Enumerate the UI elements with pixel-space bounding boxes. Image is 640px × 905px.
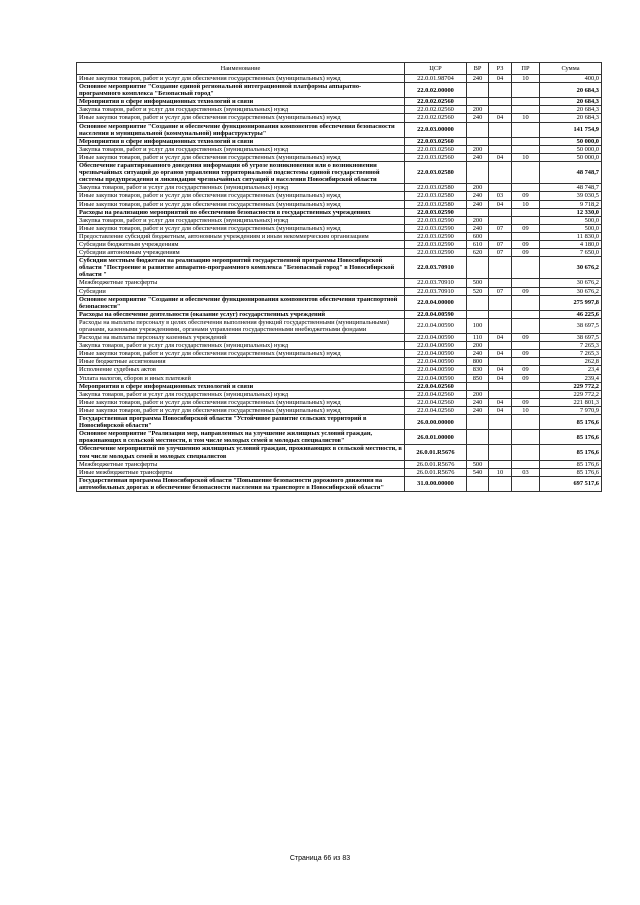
row-rz: 04 — [489, 153, 512, 161]
row-vr: 100 — [467, 318, 489, 333]
row-pr — [512, 184, 540, 192]
row-sum: 38 697,5 — [540, 334, 602, 342]
row-csr: 26.0.01.R5676 — [405, 460, 467, 468]
row-csr: 26.0.01.00000 — [405, 430, 467, 445]
row-sum: 400,0 — [540, 75, 602, 83]
row-sum: 12 330,0 — [540, 208, 602, 216]
row-csr: 22.0.04.00590 — [405, 310, 467, 318]
row-csr: 22.0.04.00590 — [405, 358, 467, 366]
table-row — [77, 460, 602, 468]
row-sum: 23,4 — [540, 366, 602, 374]
row-sum: 7 265,3 — [540, 350, 602, 358]
table-row — [77, 382, 602, 390]
row-csr: 22.0.03.02560 — [405, 153, 467, 161]
table-row — [77, 374, 602, 382]
row-csr: 22.0.03.02560 — [405, 145, 467, 153]
row-csr: 22.0.04.00590 — [405, 318, 467, 333]
row-sum: 229 772,2 — [540, 382, 602, 390]
row-name: Предоставление субсидий бюджетным, автономным учреждениям и иным некоммерческим организациям — [77, 232, 405, 240]
row-rz — [489, 216, 512, 224]
row-pr: 09 — [512, 287, 540, 295]
row-pr: 09 — [512, 366, 540, 374]
row-name: Субсидии автономным учреждениям — [77, 249, 405, 257]
row-vr: 240 — [467, 153, 489, 161]
row-vr — [467, 122, 489, 137]
row-csr: 26.0.00.00000 — [405, 415, 467, 430]
row-csr: 22.0.03.02590 — [405, 232, 467, 240]
row-name: Государственная программа Новосибирской области "Повышение безопасности дорожного движения на автомобильных дорогах и обеспечение безопасности населения на транспорте в Новосибирской области" — [77, 476, 405, 491]
row-sum: 85 176,6 — [540, 445, 602, 460]
row-name: Исполнение судебных актов — [77, 366, 405, 374]
table-row — [77, 406, 602, 414]
row-vr: 240 — [467, 200, 489, 208]
row-pr — [512, 106, 540, 114]
row-vr: 200 — [467, 342, 489, 350]
row-rz — [489, 162, 512, 184]
row-vr: 200 — [467, 216, 489, 224]
row-csr: 22.0.03.02590 — [405, 240, 467, 248]
row-name: Закупка товаров, работ и услуг для государственных (муниципальных) нужд — [77, 390, 405, 398]
row-sum: 275 997,8 — [540, 295, 602, 310]
row-sum: 141 754,9 — [540, 122, 602, 137]
row-csr: 22.0.03.70910 — [405, 279, 467, 287]
row-rz — [489, 415, 512, 430]
row-pr — [512, 208, 540, 216]
row-vr: 240 — [467, 406, 489, 414]
row-vr — [467, 208, 489, 216]
table-row — [77, 145, 602, 153]
row-pr — [512, 445, 540, 460]
row-pr: 09 — [512, 374, 540, 382]
row-rz — [489, 310, 512, 318]
row-sum: 4 180,0 — [540, 240, 602, 248]
row-csr: 22.0.03.02590 — [405, 208, 467, 216]
row-csr: 22.0.04.00590 — [405, 366, 467, 374]
row-rz: 03 — [489, 192, 512, 200]
table-row — [77, 122, 602, 137]
row-pr: 10 — [512, 153, 540, 161]
row-pr — [512, 415, 540, 430]
row-rz: 04 — [489, 75, 512, 83]
row-sum: 229 772,2 — [540, 390, 602, 398]
table-row — [77, 342, 602, 350]
table-row — [77, 153, 602, 161]
row-name: Закупка товаров, работ и услуг для государственных (муниципальных) нужд — [77, 342, 405, 350]
row-sum: 50 000,0 — [540, 153, 602, 161]
table-row — [77, 398, 602, 406]
row-name: Субсидии бюджетным учреждениям — [77, 240, 405, 248]
row-vr — [467, 415, 489, 430]
row-name: Иные закупки товаров, работ и услуг для обеспечения государственных (муниципальных) нужд — [77, 153, 405, 161]
table-row — [77, 318, 602, 333]
table-row — [77, 390, 602, 398]
row-vr: 800 — [467, 358, 489, 366]
row-name: Иные закупки товаров, работ и услуг для обеспечения государственных (муниципальных) нужд — [77, 200, 405, 208]
header-rz: РЗ — [489, 63, 512, 75]
row-pr — [512, 476, 540, 491]
row-csr: 22.0.03.02580 — [405, 200, 467, 208]
row-name: Закупка товаров, работ и услуг для государственных (муниципальных) нужд — [77, 184, 405, 192]
row-csr: 22.0.04.02560 — [405, 398, 467, 406]
row-pr: 09 — [512, 224, 540, 232]
row-name: Основное мероприятие "Создание и обеспечение функционирования компонентов обеспечения транспортной безопасности" — [77, 295, 405, 310]
table-row — [77, 224, 602, 232]
row-sum: 20 684,3 — [540, 106, 602, 114]
row-rz — [489, 445, 512, 460]
row-vr — [467, 445, 489, 460]
row-rz: 04 — [489, 398, 512, 406]
header-pr: ПР — [512, 63, 540, 75]
row-pr — [512, 460, 540, 468]
row-vr: 520 — [467, 287, 489, 295]
row-sum: 50 000,0 — [540, 137, 602, 145]
row-csr: 22.0.03.02560 — [405, 137, 467, 145]
table-row — [77, 257, 602, 279]
table-row — [77, 114, 602, 122]
table-row — [77, 232, 602, 240]
row-csr: 22.0.04.00590 — [405, 334, 467, 342]
row-pr — [512, 137, 540, 145]
row-vr: 240 — [467, 398, 489, 406]
row-vr: 200 — [467, 106, 489, 114]
row-rz — [489, 295, 512, 310]
row-vr — [467, 162, 489, 184]
row-sum: 20 684,3 — [540, 98, 602, 106]
row-sum: 48 748,7 — [540, 162, 602, 184]
row-csr: 22.0.03.02590 — [405, 224, 467, 232]
table-row — [77, 216, 602, 224]
row-rz: 04 — [489, 406, 512, 414]
table-row — [77, 358, 602, 366]
row-vr: 830 — [467, 366, 489, 374]
row-sum: 85 176,6 — [540, 468, 602, 476]
row-name: Мероприятия в сфере информационных технологий и связи — [77, 382, 405, 390]
row-pr — [512, 342, 540, 350]
table-row — [77, 240, 602, 248]
row-vr: 240 — [467, 192, 489, 200]
row-rz — [489, 184, 512, 192]
table-row — [77, 192, 602, 200]
row-sum: 262,8 — [540, 358, 602, 366]
row-vr — [467, 295, 489, 310]
row-name: Закупка товаров, работ и услуг для государственных (муниципальных) нужд — [77, 145, 405, 153]
row-pr — [512, 122, 540, 137]
row-vr: 850 — [467, 374, 489, 382]
table-row — [77, 279, 602, 287]
row-rz — [489, 208, 512, 216]
row-rz: 04 — [489, 200, 512, 208]
row-pr — [512, 295, 540, 310]
row-sum: 39 030,5 — [540, 192, 602, 200]
row-sum: 85 176,6 — [540, 430, 602, 445]
row-csr: 22.0.02.02560 — [405, 114, 467, 122]
row-name: Иные межбюджетные трансферты — [77, 468, 405, 476]
row-pr: 10 — [512, 406, 540, 414]
row-vr: 240 — [467, 224, 489, 232]
row-name: Основное мероприятие "Создание единой региональной интеграционной платформы аппаратно-программного комплекса "Безопасный город" — [77, 83, 405, 98]
row-rz: 04 — [489, 374, 512, 382]
table-row — [77, 200, 602, 208]
row-vr — [467, 83, 489, 98]
row-rz: 07 — [489, 249, 512, 257]
row-sum: 7 265,3 — [540, 342, 602, 350]
row-pr — [512, 279, 540, 287]
row-csr: 22.0.03.02580 — [405, 162, 467, 184]
row-vr — [467, 98, 489, 106]
row-rz — [489, 382, 512, 390]
row-sum: 500,0 — [540, 216, 602, 224]
row-csr: 22.0.04.00000 — [405, 295, 467, 310]
row-sum: 50 000,0 — [540, 145, 602, 153]
row-pr: 09 — [512, 334, 540, 342]
row-pr — [512, 310, 540, 318]
row-rz — [489, 390, 512, 398]
row-sum: 221 801,3 — [540, 398, 602, 406]
row-rz — [489, 98, 512, 106]
table-row — [77, 208, 602, 216]
row-name: Государственная программа Новосибирской области "Устойчивое развитие сельских территорий в Новосибирской области" — [77, 415, 405, 430]
row-name: Уплата налогов, сборов и иных платежей — [77, 374, 405, 382]
row-sum: 30 676,2 — [540, 287, 602, 295]
row-name: Закупка товаров, работ и услуг для государственных (муниципальных) нужд — [77, 106, 405, 114]
row-rz — [489, 430, 512, 445]
row-csr: 22.0.03.02590 — [405, 249, 467, 257]
row-pr — [512, 257, 540, 279]
row-name: Основное мероприятие "Создание и обеспечение функционирования компонентов обеспечения безопасности населения и муниципальной (коммунальной) инфраструктуры" — [77, 122, 405, 137]
row-vr — [467, 137, 489, 145]
row-pr: 09 — [512, 192, 540, 200]
row-pr: 10 — [512, 200, 540, 208]
row-vr — [467, 310, 489, 318]
header-name: Наименование — [77, 63, 405, 75]
table-row — [77, 430, 602, 445]
table-row — [77, 415, 602, 430]
row-rz — [489, 318, 512, 333]
row-name: Субсидии местным бюджетам на реализацию мероприятий государственной программы Новосибирской области "Построение и развитие аппаратно-программного комплекса "Безопасный город" в Новосибирской области " — [77, 257, 405, 279]
row-csr: 26.0.01.R5676 — [405, 468, 467, 476]
table-row — [77, 350, 602, 358]
row-rz — [489, 476, 512, 491]
table-row — [77, 295, 602, 310]
row-vr: 240 — [467, 350, 489, 358]
row-sum: 20 684,3 — [540, 114, 602, 122]
row-name: Основное мероприятие "Реализация мер, направленных на улучшение жилищных условий граждан, проживающих в сельской местности, в том числе молодых семей и молодых специалистов" — [77, 430, 405, 445]
row-pr — [512, 145, 540, 153]
row-sum: 30 676,2 — [540, 279, 602, 287]
table-row — [77, 287, 602, 295]
table-row — [77, 476, 602, 491]
row-pr — [512, 318, 540, 333]
row-rz: 07 — [489, 240, 512, 248]
row-pr — [512, 382, 540, 390]
row-name: Межбюджетные трансферты — [77, 460, 405, 468]
row-pr: 10 — [512, 114, 540, 122]
row-name: Закупка товаров, работ и услуг для государственных (муниципальных) нужд — [77, 216, 405, 224]
row-pr: 10 — [512, 75, 540, 83]
row-csr: 22.0.02.02560 — [405, 98, 467, 106]
row-vr: 500 — [467, 460, 489, 468]
row-rz — [489, 342, 512, 350]
row-sum: 20 684,3 — [540, 83, 602, 98]
row-csr: 22.0.04.02560 — [405, 390, 467, 398]
row-csr: 22.0.02.02560 — [405, 106, 467, 114]
row-vr: 620 — [467, 249, 489, 257]
row-sum: 9 718,2 — [540, 200, 602, 208]
row-csr: 22.0.03.02590 — [405, 216, 467, 224]
row-csr: 22.0.02.00000 — [405, 83, 467, 98]
row-sum: 38 697,5 — [540, 318, 602, 333]
table-row — [77, 83, 602, 98]
row-vr: 600 — [467, 232, 489, 240]
table-row — [77, 162, 602, 184]
row-name: Иные закупки товаров, работ и услуг для обеспечения государственных (муниципальных) нужд — [77, 398, 405, 406]
row-vr: 540 — [467, 468, 489, 476]
row-pr: 09 — [512, 350, 540, 358]
row-vr: 200 — [467, 145, 489, 153]
row-rz — [489, 257, 512, 279]
table-row — [77, 366, 602, 374]
row-rz — [489, 122, 512, 137]
row-csr: 22.0.03.00000 — [405, 122, 467, 137]
row-pr — [512, 358, 540, 366]
row-csr: 22.0.04.00590 — [405, 374, 467, 382]
row-vr: 110 — [467, 334, 489, 342]
row-vr — [467, 257, 489, 279]
row-name: Иные закупки товаров, работ и услуг для обеспечения государственных (муниципальных) нужд — [77, 114, 405, 122]
row-sum: 85 176,6 — [540, 460, 602, 468]
row-vr: 200 — [467, 390, 489, 398]
row-name: Иные закупки товаров, работ и услуг для обеспечения государственных (муниципальных) нужд — [77, 192, 405, 200]
row-name: Мероприятия в сфере информационных технологий и связи — [77, 98, 405, 106]
row-sum: 30 676,2 — [540, 257, 602, 279]
row-name: Обеспечение гарантированного доведения информации об угрозе возникновения или о возникновении чрезвычайных ситуаций до органов управления территориальной подсистемы единой государственной системы предупреждения и ликвидации чрезвычайных ситуаций и населения Новосибирской области — [77, 162, 405, 184]
row-name: Расходы на обеспечение деятельности (оказание услуг) государственных учреждений — [77, 310, 405, 318]
row-csr: 31.0.00.00000 — [405, 476, 467, 491]
row-csr: 22.0.03.70910 — [405, 257, 467, 279]
row-pr: 09 — [512, 398, 540, 406]
row-csr: 22.0.04.02560 — [405, 406, 467, 414]
row-vr: 500 — [467, 279, 489, 287]
row-rz — [489, 460, 512, 468]
row-rz — [489, 279, 512, 287]
table-row — [77, 468, 602, 476]
row-rz — [489, 83, 512, 98]
row-csr: 22.0.04.02560 — [405, 382, 467, 390]
row-name: Иные закупки товаров, работ и услуг для обеспечения государственных (муниципальных) нужд — [77, 224, 405, 232]
row-sum: 500,0 — [540, 224, 602, 232]
page-number: Страница 66 из 83 — [289, 855, 351, 862]
row-vr: 200 — [467, 184, 489, 192]
row-pr: 09 — [512, 249, 540, 257]
row-vr: 240 — [467, 75, 489, 83]
row-name: Обеспечение мероприятий по улучшению жилищных условий граждан, проживающих в сельской местности, в том числе молодых семей и молодых специалистов — [77, 445, 405, 460]
row-rz — [489, 106, 512, 114]
row-pr: 03 — [512, 468, 540, 476]
row-name: Иные закупки товаров, работ и услуг для обеспечения государственных (муниципальных) нужд — [77, 406, 405, 414]
row-pr — [512, 390, 540, 398]
row-name: Субсидии — [77, 287, 405, 295]
row-name: Иные бюджетные ассигнования — [77, 358, 405, 366]
row-name: Расходы на реализацию мероприятий по обеспечению безопасности в государственных учреждениях — [77, 208, 405, 216]
row-rz — [489, 145, 512, 153]
row-sum: 7 970,9 — [540, 406, 602, 414]
row-sum: 46 225,6 — [540, 310, 602, 318]
row-csr: 22.0.01.98704 — [405, 75, 467, 83]
row-vr — [467, 430, 489, 445]
header-vr: ВР — [467, 63, 489, 75]
row-pr — [512, 430, 540, 445]
row-sum: 697 517,6 — [540, 476, 602, 491]
row-rz: 10 — [489, 468, 512, 476]
row-pr — [512, 83, 540, 98]
table-row — [77, 184, 602, 192]
row-csr: 26.0.01.R5676 — [405, 445, 467, 460]
row-pr — [512, 162, 540, 184]
row-csr: 22.0.03.70910 — [405, 287, 467, 295]
budget-table — [76, 62, 602, 492]
row-rz: 04 — [489, 350, 512, 358]
row-csr: 22.0.04.00590 — [405, 342, 467, 350]
row-name: Иные закупки товаров, работ и услуг для обеспечения государственных (муниципальных) нужд — [77, 75, 405, 83]
row-name: Межбюджетные трансферты — [77, 279, 405, 287]
header-csr: ЦСР — [405, 63, 467, 75]
table-header-row — [77, 63, 602, 75]
row-csr: 22.0.03.02580 — [405, 192, 467, 200]
row-name: Расходы на выплаты персоналу в целях обеспечения выполнения функций государственными (муниципальными) органами, казенными учреждениями, органами управления государственными внебюджетными фондами — [77, 318, 405, 333]
table-row — [77, 445, 602, 460]
table-row — [77, 106, 602, 114]
table-row — [77, 310, 602, 318]
row-sum: 85 176,6 — [540, 415, 602, 430]
row-rz: 07 — [489, 287, 512, 295]
row-rz: 04 — [489, 334, 512, 342]
row-rz — [489, 137, 512, 145]
row-name: Мероприятия в сфере информационных технологий и связи — [77, 137, 405, 145]
row-name: Иные закупки товаров, работ и услуг для обеспечения государственных (муниципальных) нужд — [77, 350, 405, 358]
row-pr — [512, 232, 540, 240]
row-sum: 11 830,0 — [540, 232, 602, 240]
row-vr: 610 — [467, 240, 489, 248]
row-vr — [467, 476, 489, 491]
row-rz — [489, 232, 512, 240]
table-row — [77, 98, 602, 106]
row-vr — [467, 382, 489, 390]
table-row — [77, 137, 602, 145]
table-row — [77, 334, 602, 342]
row-pr — [512, 98, 540, 106]
row-pr — [512, 216, 540, 224]
row-vr: 240 — [467, 114, 489, 122]
row-sum: 239,4 — [540, 374, 602, 382]
row-sum: 7 650,0 — [540, 249, 602, 257]
row-rz: 04 — [489, 114, 512, 122]
table-body — [77, 75, 602, 492]
row-rz: 04 — [489, 366, 512, 374]
row-name: Расходы на выплаты персоналу казенных учреждений — [77, 334, 405, 342]
header-sum: Сумма — [540, 63, 602, 75]
row-rz — [489, 358, 512, 366]
row-sum: 48 748,7 — [540, 184, 602, 192]
row-rz: 07 — [489, 224, 512, 232]
table-row — [77, 75, 602, 83]
table-row — [77, 249, 602, 257]
row-pr: 09 — [512, 240, 540, 248]
row-csr: 22.0.03.02580 — [405, 184, 467, 192]
row-csr: 22.0.04.00590 — [405, 350, 467, 358]
